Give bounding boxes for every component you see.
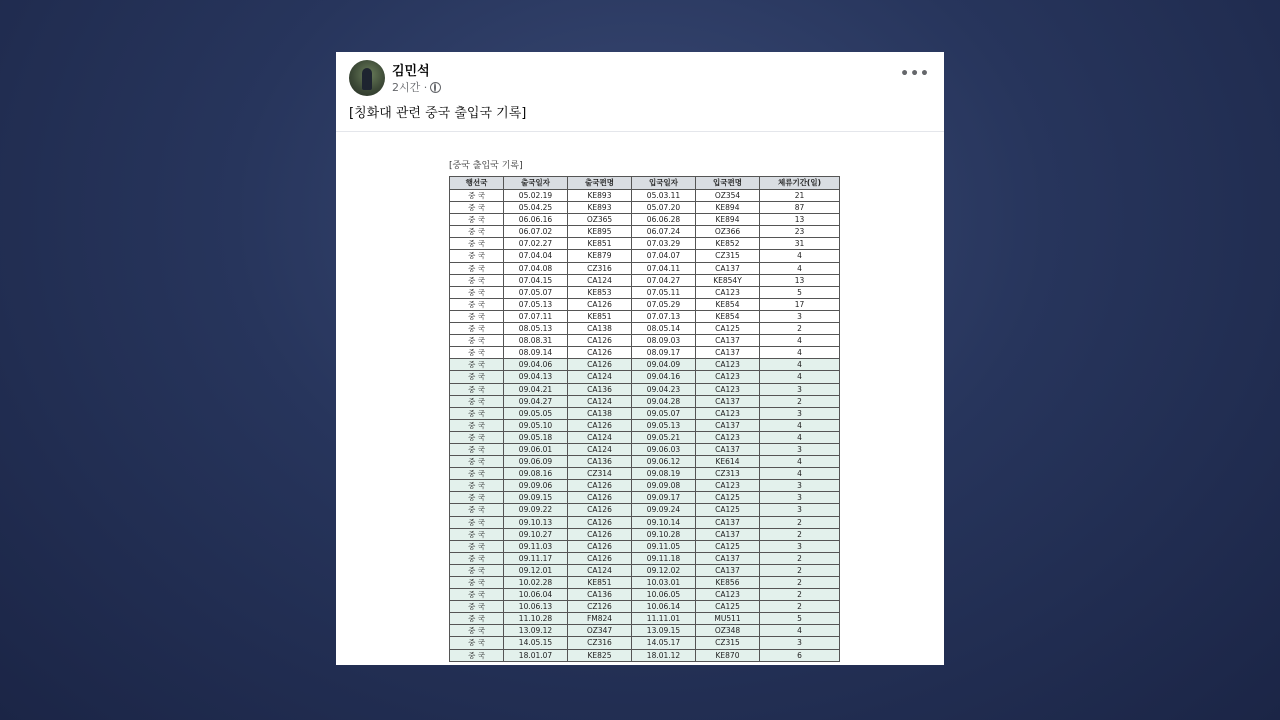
table-cell: 2 bbox=[760, 395, 840, 407]
table-cell: 중 국 bbox=[450, 577, 504, 589]
table-cell: CA125 bbox=[696, 540, 760, 552]
table-row bbox=[450, 601, 840, 613]
table-cell: 07.05.13 bbox=[504, 298, 568, 310]
table-cell: 07.02.27 bbox=[504, 238, 568, 250]
table-cell: 08.05.14 bbox=[632, 323, 696, 335]
table-cell: 09.05.10 bbox=[504, 419, 568, 431]
document-title: [중국 출입국 기록] bbox=[449, 161, 523, 171]
table-cell: KE870 bbox=[696, 649, 760, 661]
table-cell: CA125 bbox=[696, 492, 760, 504]
table-cell: 09.04.28 bbox=[632, 395, 696, 407]
table-cell: 3 bbox=[760, 310, 840, 322]
table-cell: 6 bbox=[760, 649, 840, 661]
table-cell: KE853 bbox=[568, 286, 632, 298]
table-cell: 07.05.11 bbox=[632, 286, 696, 298]
table-cell: 중 국 bbox=[450, 443, 504, 455]
table-cell: OZ348 bbox=[696, 625, 760, 637]
table-cell: 09.05.07 bbox=[632, 407, 696, 419]
table-cell: 중 국 bbox=[450, 468, 504, 480]
table-cell: 중 국 bbox=[450, 601, 504, 613]
table-cell: 중 국 bbox=[450, 323, 504, 335]
table-cell: 2 bbox=[760, 552, 840, 564]
table-row bbox=[450, 250, 840, 262]
table-cell: CA126 bbox=[568, 492, 632, 504]
table-cell: 중 국 bbox=[450, 250, 504, 262]
table-cell: CA137 bbox=[696, 347, 760, 359]
table-cell: KE614 bbox=[696, 456, 760, 468]
table-cell: 09.11.17 bbox=[504, 552, 568, 564]
table-cell: CA126 bbox=[568, 298, 632, 310]
table-cell: CA137 bbox=[696, 262, 760, 274]
table-cell: KE851 bbox=[568, 238, 632, 250]
avatar[interactable] bbox=[349, 60, 385, 96]
table-cell: 3 bbox=[760, 407, 840, 419]
table-row bbox=[450, 310, 840, 322]
table-cell: CA126 bbox=[568, 335, 632, 347]
table-cell: CZ316 bbox=[568, 637, 632, 649]
table-cell: 중 국 bbox=[450, 419, 504, 431]
table-cell: CA124 bbox=[568, 395, 632, 407]
table-cell: 07.07.13 bbox=[632, 310, 696, 322]
table-cell: 중 국 bbox=[450, 335, 504, 347]
table-cell: CA123 bbox=[696, 286, 760, 298]
table-cell: CA137 bbox=[696, 395, 760, 407]
table-cell: 07.04.11 bbox=[632, 262, 696, 274]
table-cell: 23 bbox=[760, 226, 840, 238]
table-cell: 3 bbox=[760, 637, 840, 649]
author-name[interactable]: 김민석 bbox=[392, 64, 430, 79]
table-cell: 09.04.13 bbox=[504, 371, 568, 383]
table-row bbox=[450, 262, 840, 274]
table-cell: 4 bbox=[760, 335, 840, 347]
table-cell: 07.05.07 bbox=[504, 286, 568, 298]
table-cell: CA124 bbox=[568, 431, 632, 443]
table-cell: 중 국 bbox=[450, 625, 504, 637]
table-cell: 중 국 bbox=[450, 552, 504, 564]
table-cell: 06.07.02 bbox=[504, 226, 568, 238]
table-cell: 09.05.18 bbox=[504, 431, 568, 443]
table-cell: 중 국 bbox=[450, 395, 504, 407]
table-cell: 3 bbox=[760, 480, 840, 492]
table-cell: 3 bbox=[760, 492, 840, 504]
table-cell: 09.12.02 bbox=[632, 564, 696, 576]
table-cell: KE852 bbox=[696, 238, 760, 250]
table-cell: 중 국 bbox=[450, 202, 504, 214]
table-cell: 17 bbox=[760, 298, 840, 310]
table-row bbox=[450, 202, 840, 214]
table-cell: CA136 bbox=[568, 456, 632, 468]
table-cell: 09.10.27 bbox=[504, 528, 568, 540]
table-cell: 4 bbox=[760, 250, 840, 262]
table-row bbox=[450, 625, 840, 637]
table-cell: CA123 bbox=[696, 480, 760, 492]
table-cell: 08.09.14 bbox=[504, 347, 568, 359]
table-row bbox=[450, 286, 840, 298]
table-row bbox=[450, 552, 840, 564]
table-row bbox=[450, 443, 840, 455]
table-cell: 07.04.08 bbox=[504, 262, 568, 274]
table-cell: 06.07.24 bbox=[632, 226, 696, 238]
table-cell: 10.06.04 bbox=[504, 589, 568, 601]
table-cell: 07.03.29 bbox=[632, 238, 696, 250]
table-cell: 2 bbox=[760, 516, 840, 528]
column-header: 체류기간(일) bbox=[760, 177, 840, 190]
table-cell: 중 국 bbox=[450, 528, 504, 540]
table-row bbox=[450, 226, 840, 238]
table-cell: 중 국 bbox=[450, 383, 504, 395]
table-row bbox=[450, 528, 840, 540]
table-cell: CA124 bbox=[568, 371, 632, 383]
table-row bbox=[450, 480, 840, 492]
table-cell: 2 bbox=[760, 323, 840, 335]
table-cell: CA126 bbox=[568, 504, 632, 516]
table-cell: 4 bbox=[760, 456, 840, 468]
table-cell: FM824 bbox=[568, 613, 632, 625]
table-cell: KE854 bbox=[696, 298, 760, 310]
table-cell: CA137 bbox=[696, 564, 760, 576]
table-cell: KE893 bbox=[568, 190, 632, 202]
table-cell: 4 bbox=[760, 371, 840, 383]
table-cell: 중 국 bbox=[450, 456, 504, 468]
table-cell: 09.09.08 bbox=[632, 480, 696, 492]
table-cell: CZ314 bbox=[568, 468, 632, 480]
table-row bbox=[450, 335, 840, 347]
table-cell: KE895 bbox=[568, 226, 632, 238]
table-cell: CA137 bbox=[696, 516, 760, 528]
table-cell: CA126 bbox=[568, 359, 632, 371]
table-row bbox=[450, 419, 840, 431]
table-cell: CA126 bbox=[568, 347, 632, 359]
table-cell: 09.12.01 bbox=[504, 564, 568, 576]
immigration-record-table bbox=[449, 176, 840, 662]
table-cell: CA126 bbox=[568, 480, 632, 492]
table-cell: 5 bbox=[760, 613, 840, 625]
table-cell: 09.11.03 bbox=[504, 540, 568, 552]
table-cell: 09.05.05 bbox=[504, 407, 568, 419]
table-cell: 07.07.11 bbox=[504, 310, 568, 322]
table-row bbox=[450, 274, 840, 286]
table-cell: 중 국 bbox=[450, 613, 504, 625]
table-cell: 06.06.16 bbox=[504, 214, 568, 226]
table-cell: 중 국 bbox=[450, 492, 504, 504]
table-cell: 2 bbox=[760, 564, 840, 576]
table-row bbox=[450, 395, 840, 407]
table-cell: 중 국 bbox=[450, 564, 504, 576]
table-cell: 05.04.25 bbox=[504, 202, 568, 214]
table-row bbox=[450, 407, 840, 419]
table-cell: 중 국 bbox=[450, 540, 504, 552]
table-row bbox=[450, 431, 840, 443]
table-cell: CA123 bbox=[696, 359, 760, 371]
table-cell: 09.09.15 bbox=[504, 492, 568, 504]
table-cell: 09.08.16 bbox=[504, 468, 568, 480]
more-options-icon[interactable]: ••• bbox=[900, 66, 930, 82]
table-cell: 2 bbox=[760, 577, 840, 589]
table-cell: 중 국 bbox=[450, 274, 504, 286]
table-cell: 중 국 bbox=[450, 310, 504, 322]
table-cell: KE894 bbox=[696, 202, 760, 214]
table-row bbox=[450, 238, 840, 250]
table-cell: 06.06.28 bbox=[632, 214, 696, 226]
table-cell: 3 bbox=[760, 504, 840, 516]
column-header: 입국일자 bbox=[632, 177, 696, 190]
table-cell: CA123 bbox=[696, 407, 760, 419]
table-cell: 09.10.14 bbox=[632, 516, 696, 528]
table-cell: 07.04.07 bbox=[632, 250, 696, 262]
table-cell: 중 국 bbox=[450, 298, 504, 310]
table-cell: 09.05.21 bbox=[632, 431, 696, 443]
table-cell: 08.09.17 bbox=[632, 347, 696, 359]
table-cell: 09.04.23 bbox=[632, 383, 696, 395]
table-cell: 05.07.20 bbox=[632, 202, 696, 214]
table-cell: 09.09.22 bbox=[504, 504, 568, 516]
table-cell: 09.06.12 bbox=[632, 456, 696, 468]
table-cell: 13.09.15 bbox=[632, 625, 696, 637]
divider bbox=[336, 131, 944, 132]
table-cell: CA126 bbox=[568, 540, 632, 552]
table-cell: 09.10.13 bbox=[504, 516, 568, 528]
table-row bbox=[450, 504, 840, 516]
table-row bbox=[450, 649, 840, 661]
table-row bbox=[450, 371, 840, 383]
table-cell: MU511 bbox=[696, 613, 760, 625]
table-cell: CA124 bbox=[568, 443, 632, 455]
table-row bbox=[450, 468, 840, 480]
table-cell: CA138 bbox=[568, 407, 632, 419]
column-header: 입국편명 bbox=[696, 177, 760, 190]
table-cell: 5 bbox=[760, 286, 840, 298]
table-cell: KE879 bbox=[568, 250, 632, 262]
table-cell: CA126 bbox=[568, 516, 632, 528]
table-cell: 18.01.07 bbox=[504, 649, 568, 661]
table-row bbox=[450, 383, 840, 395]
table-cell: KE894 bbox=[696, 214, 760, 226]
table-cell: 2 bbox=[760, 589, 840, 601]
table-cell: 09.04.27 bbox=[504, 395, 568, 407]
table-cell: 05.03.11 bbox=[632, 190, 696, 202]
table-cell: 14.05.15 bbox=[504, 637, 568, 649]
table-cell: CZ126 bbox=[568, 601, 632, 613]
table-header-row bbox=[450, 177, 840, 190]
table-cell: 09.11.18 bbox=[632, 552, 696, 564]
table-cell: 11.11.01 bbox=[632, 613, 696, 625]
table-cell: 09.04.09 bbox=[632, 359, 696, 371]
table-cell: 중 국 bbox=[450, 504, 504, 516]
table-cell: 중 국 bbox=[450, 347, 504, 359]
table-row bbox=[450, 359, 840, 371]
table-cell: CA136 bbox=[568, 589, 632, 601]
table-row bbox=[450, 214, 840, 226]
table-cell: 중 국 bbox=[450, 262, 504, 274]
table-cell: OZ365 bbox=[568, 214, 632, 226]
table-cell: 2 bbox=[760, 601, 840, 613]
table-cell: CA126 bbox=[568, 419, 632, 431]
table-cell: 중 국 bbox=[450, 214, 504, 226]
table-cell: 13 bbox=[760, 274, 840, 286]
table-cell: 4 bbox=[760, 419, 840, 431]
table-cell: 18.01.12 bbox=[632, 649, 696, 661]
table-cell: 2 bbox=[760, 528, 840, 540]
table-row bbox=[450, 492, 840, 504]
table-cell: 13 bbox=[760, 214, 840, 226]
table-cell: 08.09.03 bbox=[632, 335, 696, 347]
table-cell: 중 국 bbox=[450, 649, 504, 661]
post-text: [칭화대 관련 중국 출입국 기록] bbox=[349, 106, 527, 121]
table-cell: CA137 bbox=[696, 443, 760, 455]
table-cell: 중 국 bbox=[450, 480, 504, 492]
table-cell: 09.09.06 bbox=[504, 480, 568, 492]
table-row bbox=[450, 323, 840, 335]
table-cell: CA137 bbox=[696, 419, 760, 431]
table-cell: CA123 bbox=[696, 431, 760, 443]
table-cell: CZ313 bbox=[696, 468, 760, 480]
column-header: 행선국 bbox=[450, 177, 504, 190]
table-cell: CA126 bbox=[568, 528, 632, 540]
table-cell: 21 bbox=[760, 190, 840, 202]
table-cell: 4 bbox=[760, 262, 840, 274]
table-cell: 중 국 bbox=[450, 371, 504, 383]
table-cell: OZ366 bbox=[696, 226, 760, 238]
table-cell: CA123 bbox=[696, 371, 760, 383]
table-cell: 09.06.09 bbox=[504, 456, 568, 468]
table-cell: 4 bbox=[760, 468, 840, 480]
table-cell: CA124 bbox=[568, 564, 632, 576]
table-cell: KE854Y bbox=[696, 274, 760, 286]
table-row bbox=[450, 540, 840, 552]
table-cell: 중 국 bbox=[450, 516, 504, 528]
table-row bbox=[450, 347, 840, 359]
table-cell: 09.06.03 bbox=[632, 443, 696, 455]
table-cell: 07.04.15 bbox=[504, 274, 568, 286]
table-cell: CA137 bbox=[696, 552, 760, 564]
table-cell: 중 국 bbox=[450, 637, 504, 649]
post-header bbox=[336, 52, 944, 100]
table-cell: 07.05.29 bbox=[632, 298, 696, 310]
table-cell: 중 국 bbox=[450, 589, 504, 601]
table-cell: 중 국 bbox=[450, 190, 504, 202]
table-cell: 09.04.06 bbox=[504, 359, 568, 371]
column-header: 출국일자 bbox=[504, 177, 568, 190]
table-cell: KE851 bbox=[568, 577, 632, 589]
table-cell: 4 bbox=[760, 625, 840, 637]
table-cell: KE856 bbox=[696, 577, 760, 589]
table-row bbox=[450, 190, 840, 202]
table-cell: 09.08.19 bbox=[632, 468, 696, 480]
table-cell: 3 bbox=[760, 443, 840, 455]
table-cell: CA138 bbox=[568, 323, 632, 335]
table-cell: 중 국 bbox=[450, 286, 504, 298]
table-cell: KE825 bbox=[568, 649, 632, 661]
table-row bbox=[450, 516, 840, 528]
table-cell: CA137 bbox=[696, 528, 760, 540]
table-cell: 09.04.21 bbox=[504, 383, 568, 395]
table-row bbox=[450, 637, 840, 649]
facebook-post bbox=[336, 52, 944, 665]
table-cell: 87 bbox=[760, 202, 840, 214]
table-cell: CA126 bbox=[568, 552, 632, 564]
table-cell: CZ315 bbox=[696, 250, 760, 262]
table-cell: 4 bbox=[760, 431, 840, 443]
table-cell: 08.05.13 bbox=[504, 323, 568, 335]
table-cell: CA125 bbox=[696, 601, 760, 613]
table-cell: 14.05.17 bbox=[632, 637, 696, 649]
table-cell: 09.09.24 bbox=[632, 504, 696, 516]
table-cell: 10.06.14 bbox=[632, 601, 696, 613]
table-cell: 31 bbox=[760, 238, 840, 250]
globe-icon bbox=[430, 82, 441, 93]
table-cell: CA125 bbox=[696, 323, 760, 335]
table-cell: 09.09.17 bbox=[632, 492, 696, 504]
table-row bbox=[450, 298, 840, 310]
column-header: 출국편명 bbox=[568, 177, 632, 190]
table-row bbox=[450, 456, 840, 468]
table-cell: CA137 bbox=[696, 335, 760, 347]
table-row bbox=[450, 613, 840, 625]
table-cell: 05.02.19 bbox=[504, 190, 568, 202]
table-cell: CA123 bbox=[696, 589, 760, 601]
table-cell: 07.04.04 bbox=[504, 250, 568, 262]
table-cell: 3 bbox=[760, 540, 840, 552]
post-time[interactable]: 2시간 · bbox=[392, 81, 428, 94]
table-cell: 10.02.28 bbox=[504, 577, 568, 589]
table-cell: OZ347 bbox=[568, 625, 632, 637]
table-cell: 09.10.28 bbox=[632, 528, 696, 540]
table-cell: 4 bbox=[760, 347, 840, 359]
table-cell: KE851 bbox=[568, 310, 632, 322]
table-cell: 09.04.16 bbox=[632, 371, 696, 383]
table-cell: 중 국 bbox=[450, 407, 504, 419]
table-row bbox=[450, 577, 840, 589]
table-cell: 10.06.13 bbox=[504, 601, 568, 613]
table-cell: CZ315 bbox=[696, 637, 760, 649]
table-cell: 10.03.01 bbox=[632, 577, 696, 589]
table-cell: 13.09.12 bbox=[504, 625, 568, 637]
table-row bbox=[450, 589, 840, 601]
table-cell: KE854 bbox=[696, 310, 760, 322]
table-cell: 중 국 bbox=[450, 238, 504, 250]
table-cell: OZ354 bbox=[696, 190, 760, 202]
table-cell: 07.04.27 bbox=[632, 274, 696, 286]
table-cell: 10.06.05 bbox=[632, 589, 696, 601]
avatar-figure bbox=[362, 68, 372, 90]
table-cell: 09.11.05 bbox=[632, 540, 696, 552]
table-cell: 09.06.01 bbox=[504, 443, 568, 455]
table-cell: 11.10.28 bbox=[504, 613, 568, 625]
table-row bbox=[450, 564, 840, 576]
table-cell: KE893 bbox=[568, 202, 632, 214]
table-cell: 중 국 bbox=[450, 431, 504, 443]
table-cell: 중 국 bbox=[450, 359, 504, 371]
table-cell: 4 bbox=[760, 359, 840, 371]
table-cell: 3 bbox=[760, 383, 840, 395]
table-cell: 09.05.13 bbox=[632, 419, 696, 431]
table-cell: CA125 bbox=[696, 504, 760, 516]
table-cell: CA123 bbox=[696, 383, 760, 395]
table-cell: CA136 bbox=[568, 383, 632, 395]
table-cell: 중 국 bbox=[450, 226, 504, 238]
table-cell: 08.08.31 bbox=[504, 335, 568, 347]
table-cell: CA124 bbox=[568, 274, 632, 286]
table-cell: CZ316 bbox=[568, 262, 632, 274]
post-meta bbox=[392, 79, 441, 95]
